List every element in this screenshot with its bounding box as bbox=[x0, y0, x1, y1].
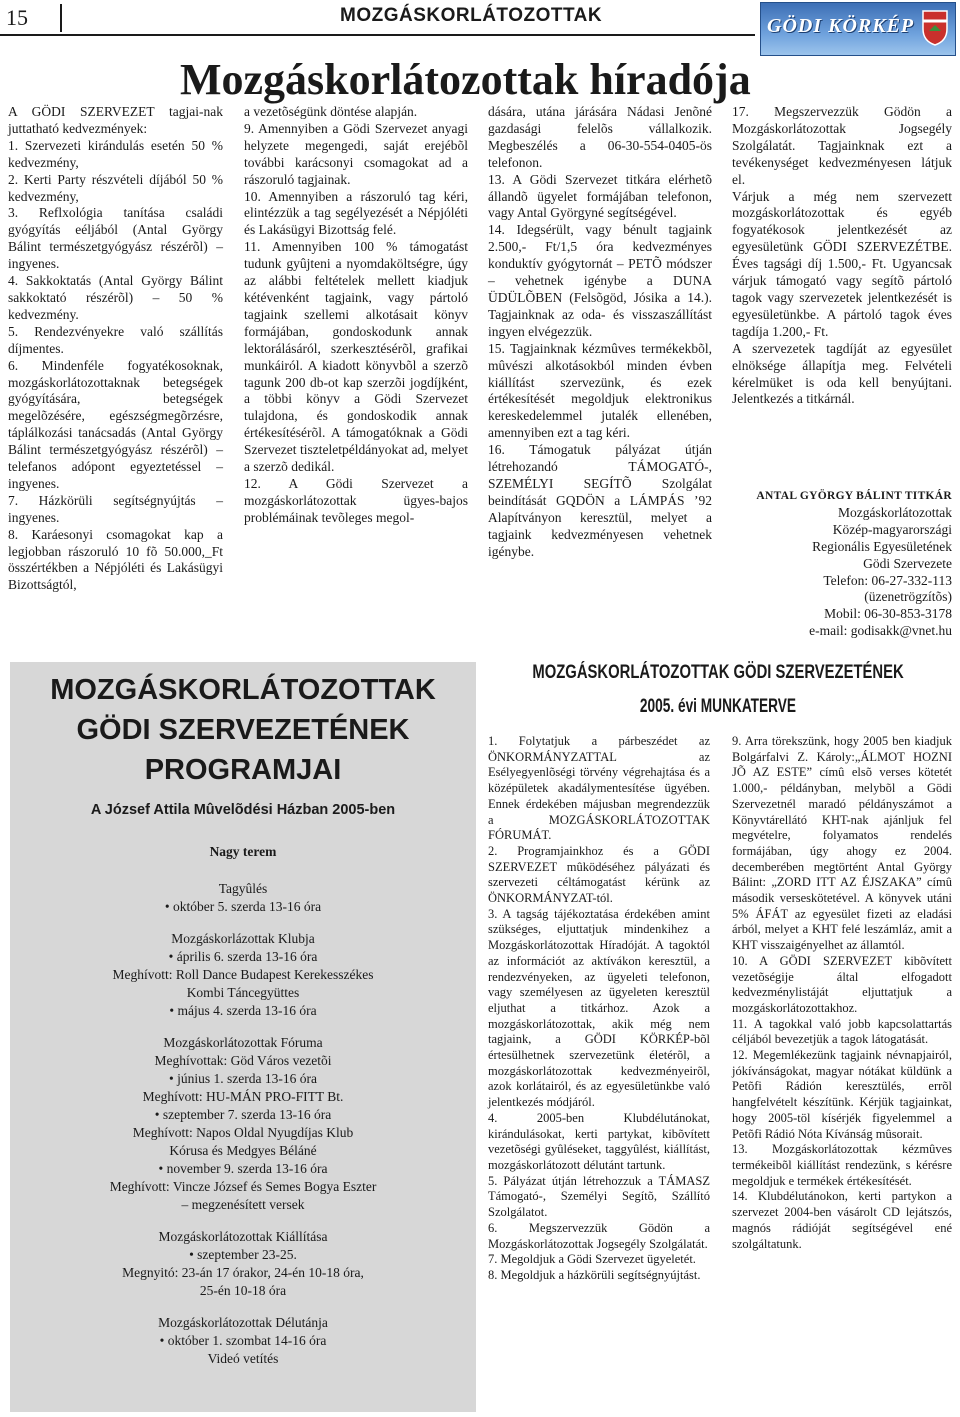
signature-line: Mozgáskorlátozottak bbox=[838, 504, 952, 520]
program-event-line: • október 1. szombat 14-16 óra bbox=[159, 1333, 327, 1348]
signature-line: e-mail: godisakk@vnet.hu bbox=[809, 623, 952, 639]
program-event-title: Mozgáskorlátozottak Kiállítása bbox=[158, 1229, 328, 1244]
benefit-paragraph: 12. A Gödi Szervezet a mozgáskorlátozottak ügyes-bajos problémáinak tevõleges megol- bbox=[244, 475, 468, 525]
benefit-paragraph: 10. Amennyiben a rászoruló tag kéri, elintézzük a tag segélyezését a Népjóléti és Lakásügyi Bizottság felé. bbox=[244, 188, 468, 238]
benefit-paragraph: A GÖDI SZERVEZET tagjai-nak juttatható kedvezmények: bbox=[8, 104, 223, 136]
program-event-line: • június 1. szerda 13-16 óra bbox=[169, 1071, 317, 1086]
benefit-paragraph: 7. Házkörüli segítségnyújtás – ingyenes. bbox=[8, 492, 223, 525]
program-event-line: • szeptember 7. szerda 13-16 óra bbox=[154, 1107, 332, 1122]
benefit-paragraph: 4. Sakkoktatás (Antal György Bálint sakkoktató részérõl) – 50 % kedvezmény. bbox=[8, 273, 223, 322]
program-event-line: – megzenésített versek bbox=[181, 1197, 305, 1212]
program-event-title: Tagyûlés bbox=[218, 881, 268, 896]
benefit-paragraph: 6. Mindenféle fogyatékosoknak, mozgáskorlátozottaknak betegségek gyógyítására, betegségek megelõzésére, egészségmegõrzésre, táplálkozási tanácsadás (Antal György Bálint természetgyógyász részérõl) – telefanos adópont egyeztetéssel – ingyenes. bbox=[8, 357, 223, 491]
workplan-item: 13. Mozgáskorlátozottak kézmûves termékeibõl kiállítást rendezünk, s kérésre megoldjuk e termékek értékesítését. bbox=[732, 1142, 952, 1188]
workplan-item: 5. Pályázat útján létrehozzuk a TÁMASZ Támogató-, Személyi Segítõ, Szállító Szolgálatot. bbox=[488, 1173, 710, 1220]
benefits-column-4 bbox=[732, 104, 952, 408]
program-event-title: Mozgáskorlátozottak Fóruma bbox=[163, 1035, 323, 1050]
benefit-paragraph: 9. Amennyiben a Gödi Szervezet anyagi helyzete megengedi, saját erejébõl további karácsonyi csomagokat ad a rászoruló tagjainak. bbox=[244, 120, 468, 187]
benefits-column-1 bbox=[8, 104, 223, 594]
program-event-line: • május 4. szerda 13-16 óra bbox=[169, 1003, 317, 1018]
section-title: MOZGÁSKORLÁTOZOTTAK bbox=[340, 5, 603, 26]
benefits-column-3 bbox=[488, 104, 712, 560]
program-title-line-1: MOZGÁSKORLÁTOZOTTAK bbox=[50, 674, 436, 706]
benefit-paragraph: Várjuk a még nem szervezett mozgáskorlátozottak és egyéb fogyatékosok jelentkezését az egyesületünk GÖDI SZERVEZÉTBE. Éves tagsági díj 1.500,- Ft. Ugyancsak várjuk támogató vagy segítõ pártoló tagok vagy szervezetek jelentkezését is egyesületünkbe. A pártoló tagok éves tagdíja 1.200,- Ft. bbox=[732, 188, 952, 339]
logo-text: GÖDI KÖRKÉP bbox=[767, 15, 915, 37]
coat-of-arms-icon bbox=[921, 9, 949, 47]
workplan-item: 14. Klubdélutánokon, kerti partykon a szervezet 2004-ben vásárolt CD lejátszós, magnós rádióját segítségével ené szolgáltatunk. bbox=[732, 1189, 952, 1251]
header-rule bbox=[0, 34, 755, 36]
workplan-column-right bbox=[732, 734, 952, 1252]
program-title bbox=[10, 670, 476, 790]
header-divider bbox=[60, 4, 62, 32]
workplan-item: 11. A tagokkal való jobb kapcsolattartás céljából bevezetjük a tagok látogatását. bbox=[732, 1016, 952, 1047]
program-event-line: Meghívott: Roll Dance Budapest Kerekesszékes bbox=[112, 967, 374, 982]
signature-line: Mobil: 06-30-853-3178 bbox=[824, 606, 952, 622]
program-event-line: Meghívott: Napos Oldal Nyugdíjas Klub bbox=[132, 1125, 354, 1140]
benefit-paragraph: 17. Megszervezzük Gödön a Mozgáskorlátozottak Jogsegély Szolgálatát. Tagjainknak ezt a tevékenységet kedvezményesen látjuk el. bbox=[732, 104, 952, 187]
program-event-line: Meghívott: Vincze József és Semes Bogya Eszter bbox=[109, 1179, 377, 1194]
workplan-title: MOZGÁSKORLÁTOZOTTAK GÖDI SZERVEZETÉNEK bbox=[532, 662, 904, 683]
page-title: Mozgáskorlátozottak híradója bbox=[180, 55, 751, 104]
benefit-paragraph: 13. A Gödi Szervezet titkára elérhetõ állandõ ügyelet formájában telefonon, vagy Antal Györgyné segítségével. bbox=[488, 171, 712, 221]
workplan-item: 7. Megoldjuk a Gödi Szervezet ügyeletét. bbox=[488, 1252, 696, 1267]
program-event-line: Kombi Táncegyüttes bbox=[186, 985, 300, 1000]
benefit-paragraph: 16. Támogatuk pályázat útján létrehozandó TÁMOGATÓ-, SZEMÉLYI SEGÍTÕ Szolgálat beindítását GQDÖN a LÁMPÁS ’92 Alapítványon keresztül, melyet a tagjaink kedvezményesen vehetnek igénybe. bbox=[488, 442, 712, 559]
program-room: Nagy terem bbox=[209, 844, 277, 859]
benefit-paragraph: 5. Rendezvényekre való szállítás díjmentes. bbox=[8, 323, 223, 356]
workplan-subtitle: 2005. évi MUNKATERVE bbox=[639, 696, 797, 717]
program-box bbox=[10, 662, 476, 1412]
program-subtitle: A József Attila Mûvelõdési Házban 2005-ben bbox=[90, 802, 396, 818]
program-spacer bbox=[10, 916, 476, 930]
workplan-column-left bbox=[488, 734, 710, 1284]
benefit-paragraph: 15. Tagjainknak kézmûves termékekbõl, mûvészi alkotásokból minden évben kiállítást szervezünk, és ezek értékesítését megoldjuk elektronikus kereskedelemmel jutalék ellenében, amennyiben ezt a tag kéri. bbox=[488, 340, 712, 441]
program-title-line-2: GÖDI SZERVEZETÉNEK bbox=[76, 714, 410, 746]
page-number: 15 bbox=[6, 5, 28, 30]
program-event-line: • november 9. szerda 13-16 óra bbox=[158, 1161, 328, 1176]
benefits-column-2 bbox=[244, 104, 468, 527]
benefit-paragraph: 1. Szervezeti kirándulás esetén 50 % kedvezmény, bbox=[8, 137, 223, 170]
workplan-item: 3. A tagság tájékoztatása érdekében amint szükséges, eljuttatjuk mindenkihez a Mozgáskorlátozottak Híradóját. A tagoktól az információt az aktívákon keresztül, a rendezvényeken, az ügyeleti telefonon, vagy személyesen az ügyeleten keresztül eljuthat a titkárhoz. Azok a mozgáskorlátozottak, akik még nem tagjaink, a GÖDI KÖRKÉP-bõl értesülhetnek szervezetünk életérõl, a mozgáskorlátozottak kedvezményeirõl, azok korlátairól, és az egyesületünkbe való jelentkezés módjáról. bbox=[488, 906, 710, 1110]
workplan-item: 8. Megoldjuk a házkörüli segítségnyújtást. bbox=[488, 1267, 701, 1282]
benefit-paragraph: 11. Amennyiben 100 % támogatást tudunk gyûjteni a nyomdaköltségre, úgy az alábbi feltételek mellett kiadjuk kétévenként tagjaink, vagy pártoló tagjaink szellemi alkotásait könyv formájában, gondoskodunk annak lektorálásáról, szerkesztésérõl, grafikai munkáiról. A kiadott könyvbõl a szerzõ tagunk 200 db-ot kap szerzõi jogdíjként, a többi könyv a Gödi Szervezet tulajdona, és gondoskodik annak értékesítésérõl. A támogatóknak a Gödi Szervezet tiszteletpéldányokat ad, melyet a szerzõ dedikál. bbox=[244, 239, 468, 475]
signature-line: Gödi Szervezete bbox=[863, 555, 952, 571]
signature-block bbox=[732, 488, 952, 640]
benefit-paragraph: dására, utána járására Nádasi Jenõné gazdasági felelõs vállalkozik. Megbeszélés a 06-30-554-0405-ös telefonon. bbox=[488, 104, 712, 170]
workplan-item: 2. Programjainkhoz és a GÖDI SZERVEZET mûködéséhez pályázati és szervezeti céltámogatást kérünk az ÖNKORMÁNYZAT-tól. bbox=[488, 843, 710, 906]
workplan-item: 1. Folytatjuk a párbeszédet az ÖNKORMÁNYZATTAL az Esélyegyenlõségi törvény végrehajtása és a középületek akadálymentesítése ügyében. Ennek érdekében májusban megrendezzük a MOZGÁSKORLÁTOZOTTAK FÓRUMÁT. bbox=[488, 734, 710, 843]
workplan-item: 10. A GÖDI SZERVEZET kibõvített vezetõségije által elfogadott kedvezménylistáját eljuttatjuk a mozgáskorlátozottakhoz. bbox=[732, 953, 952, 1015]
benefit-paragraph: a vezetõségünk döntése alapján. bbox=[244, 104, 418, 119]
benefit-paragraph: 2. Kerti Party részvételi díjából 50 % kedvezmény, bbox=[8, 171, 223, 204]
program-event-line: 25-én 10-18 óra bbox=[199, 1283, 287, 1298]
benefit-paragraph: 14. Idegsérült, vagy bénult tagjaink 2.500,- Ft/1,5 óra kedvezményes konduktív gyógytornát – PETÕ módszer – vehetnek igénybe a DUNA ÜDÜLÕBEN (Felsõgöd, Jósika a 14.). Tagjainknak az oda- és visszaszállítást ingyen elvégezzük. bbox=[488, 222, 712, 339]
program-event-line: • október 5. szerda 13-16 óra bbox=[164, 899, 322, 914]
program-event-title: Mozgáskorlázottak Klubja bbox=[171, 931, 315, 946]
workplan-item: 6. Megszervezzük Gödön a Mozgáskorlátozottak Jogsegély Szolgálatát. bbox=[488, 1220, 710, 1251]
program-event-line: Kórusa és Medgyes Béláné bbox=[169, 1143, 317, 1158]
signature-line: Regionális Egyesületének bbox=[812, 538, 952, 554]
program-event-line: • április 6. szerda 13-16 óra bbox=[168, 949, 318, 964]
program-event-line: Videó vetítés bbox=[207, 1351, 279, 1366]
benefit-paragraph: A szervezetek tagdíját az egyesület elnöksége állapítja meg. Felvételi kérelmüket is oda kell benyújtani. Jelentkezés a titkárnál. bbox=[732, 340, 952, 407]
program-spacer bbox=[10, 1300, 476, 1314]
program-title-line-3: PROGRAMJAI bbox=[144, 754, 342, 786]
program-spacer bbox=[10, 1214, 476, 1228]
signature-name: ANTAL GYÖRGY BÁLINT TITKÁR bbox=[756, 490, 952, 502]
workplan-item: 9. Arra törekszünk, hogy 2005 ben kiadjuk Bolgárfalvi Z. Károly:„ÁLMOT HOZNI JÕ AZ ESTE” címû elsõ verses kötetét 1.000,- példányban, melybõl a Gödi Szervezetnél maradó példányszámot a Könyvtárellátó KHT-nak ajánljuk fel megvételre, folyamatos rendelés formájában, úgy ahogy ez 2004. decemberében megtörtént Antal György Bálint: „ZORD ITT AZ ÉJSZAKA” címû második verseskötetével. A könyvek utáni 5% ÁFÁT az egyesület fizeti az eladási árból, melyet a KHT felé leszámláz, amit a KHT visszaigényelhet az államtól. bbox=[732, 734, 952, 953]
program-spacer bbox=[10, 1020, 476, 1034]
program-event-title: Mozgáskorlátozottak Délutánja bbox=[158, 1315, 328, 1330]
benefit-paragraph: 8. Karáesonyi csomagokat kap a legjobban rászoruló 10 fõ 50.000,_Ft összértékben a Népjóléti és Lakásügyi Bizottságtól, bbox=[8, 526, 223, 593]
signature-line: (üzenetrögzítõs) bbox=[864, 589, 952, 605]
workplan-item: 4. 2005-ben Klubdélutánokat, kirándulásokat, kerti partykat, kibõvített vezetõségi gyûléseket, taggyûlést, kiállítást, mozgáskorlátozott délutánt tartunk. bbox=[488, 1110, 710, 1172]
signature-line: Telefon: 06-27-332-113 bbox=[823, 572, 952, 588]
program-event-line: Meghívott: HU-MÁN PRO-FITT Bt. bbox=[142, 1089, 344, 1104]
program-event-line: Megnyitó: 23-án 17 órakor, 24-én 10-18 óra, bbox=[122, 1265, 364, 1280]
benefit-paragraph: 3. Reflxológia tanítása családi gyógyítás eéljából (Antal György Bálint természetgyógyász részérõl) – ingyenes. bbox=[8, 205, 223, 272]
workplan-item: 12. Megemlékezünk tagjaink névnapjairól, jókívánságokat, magyar nótákat küldünk a Petõfi Rádión keresztülés, errõl hangfelvételt készítünk. Kérjük tagjainkat, hogy 2005-töl kísérjék figyelemmel a Petõfi Rádió Nóta Kívánság mûsorait. bbox=[732, 1048, 952, 1141]
program-event-line: Meghívottak: Göd Város vezetõi bbox=[154, 1053, 332, 1068]
newspaper-logo bbox=[760, 2, 956, 56]
program-event-line: • szeptember 23-25. bbox=[189, 1247, 297, 1262]
signature-line: Közép-magyarországi bbox=[832, 521, 952, 537]
program-list bbox=[10, 880, 476, 1368]
